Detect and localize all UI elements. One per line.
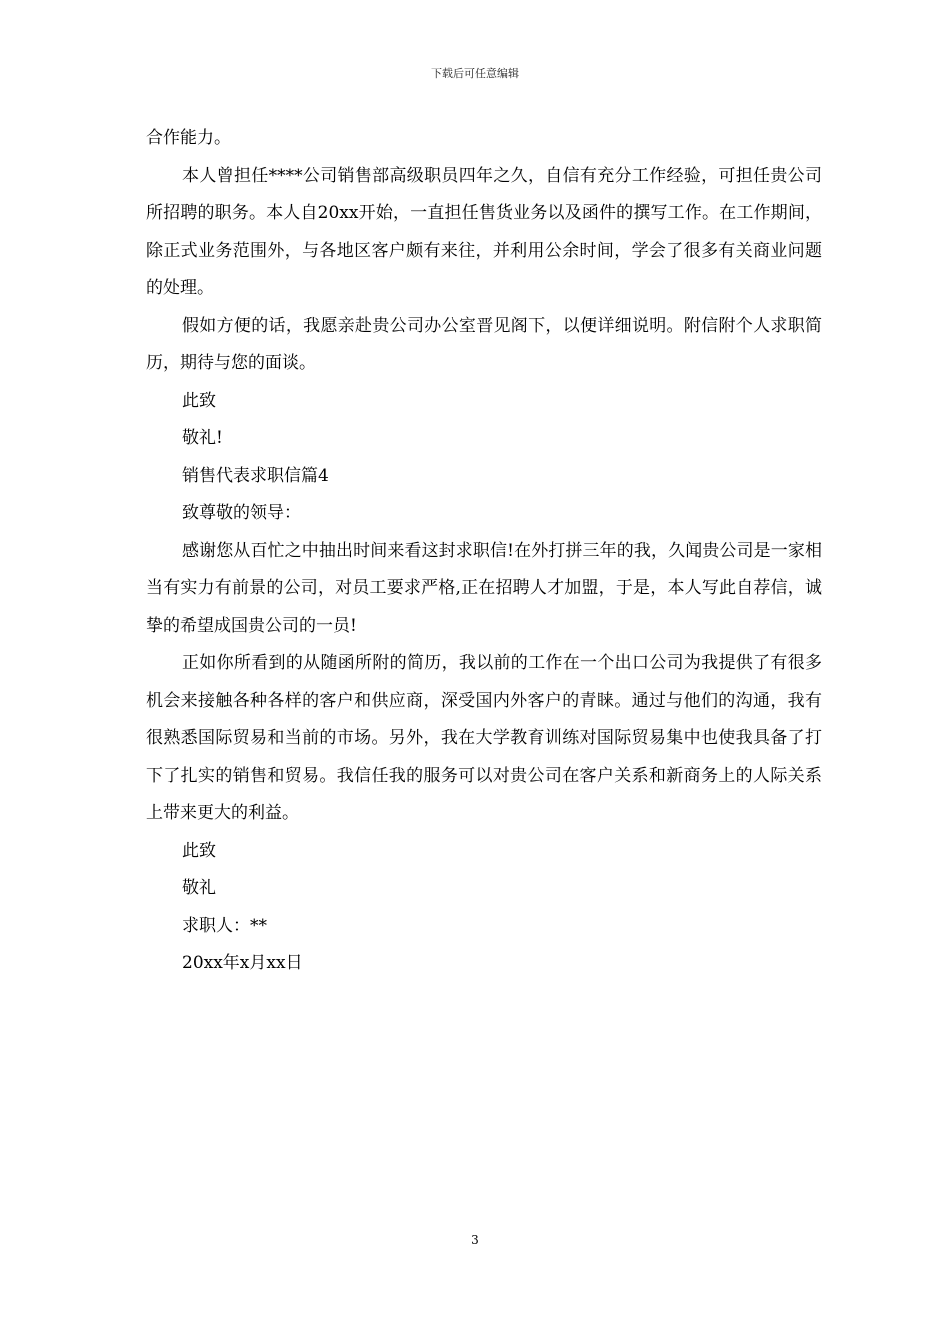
closing-salutation-2: 此致 bbox=[182, 840, 216, 861]
paragraph-continuation: 合作能力。 bbox=[146, 128, 231, 148]
paragraph-background: 正如你所看到的从随函所附的简历，我以前的工作在一个出口公司为我提供了有很多机会来接触各种各样的客户和供应商，深受国内外客户的青睐。通过与他们的沟通，我有很熟悉国际贸易和当前的市场。另外，我在大学教育训练对国际贸易集中也使我具备了打下了扎实的销售和贸易。我信任我的服务可以对贵公司在客户关系和新商务上的人际关系上带来更大的利益。 bbox=[146, 653, 822, 823]
document-body bbox=[146, 120, 822, 983]
paragraph-experience: 本人曾担任****公司销售部高级职员四年之久，自信有充分工作经验，可担任贵公司所招聘的职务。本人自20xx开始，一直担任售货业务以及函件的撰写工作。在工作期间，除正式业务范围外，与各地区客户颇有来往，并利用公余时间，学会了很多有关商业问题的处理。 bbox=[146, 165, 822, 298]
page-number: 3 bbox=[471, 1233, 479, 1247]
closing-salutation: 此致 bbox=[182, 390, 216, 411]
page-header: 下载后可任意编辑 bbox=[431, 67, 519, 80]
applicant-signature: 求职人：** bbox=[182, 915, 267, 936]
closing-regards-2: 敬礼 bbox=[182, 878, 216, 898]
paragraph-interview-request: 假如方便的话，我愿亲赴贵公司办公室晋见阁下，以便详细说明。附信附个人求职简历，期待与您的面谈。 bbox=[146, 315, 822, 373]
closing-regards: 敬礼! bbox=[182, 428, 223, 448]
letter-date: 20xx年x月xx日 bbox=[182, 953, 303, 973]
letter-greeting: 致尊敬的领导： bbox=[182, 503, 301, 523]
paragraph-introduction: 感谢您从百忙之中抽出时间来看这封求职信!在外打拼三年的我，久闻贵公司是一家相当有实力有前景的公司，对员工要求严格,正在招聘人才加盟，于是，本人写此自荐信，诚挚的希望成国贵公司的一员! bbox=[146, 540, 822, 636]
section-title: 销售代表求职信篇4 bbox=[182, 465, 329, 486]
